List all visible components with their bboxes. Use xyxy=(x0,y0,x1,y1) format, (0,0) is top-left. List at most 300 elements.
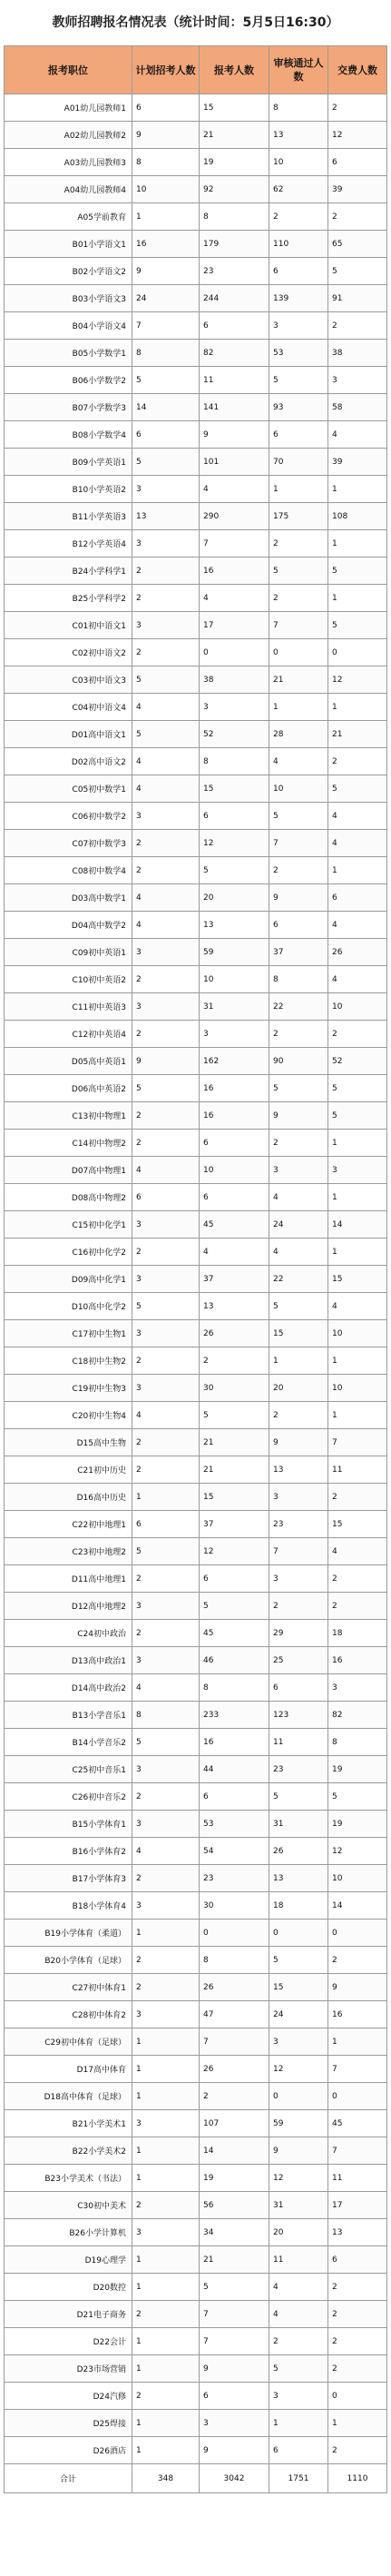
cell-paid: 7 xyxy=(328,2056,387,2083)
cell-applicants: 21 xyxy=(200,1456,269,1484)
cell-approved: 6 xyxy=(269,1674,328,1702)
cell-position: C16初中化学2 xyxy=(5,1239,132,1266)
cell-approved: 3 xyxy=(269,312,328,340)
header-approved: 审核通过人数 xyxy=(269,46,328,94)
cell-paid: 2 xyxy=(328,2328,387,2355)
table-row xyxy=(5,1484,387,1511)
total-planned: 348 xyxy=(132,2464,200,2493)
cell-paid: 91 xyxy=(328,285,387,312)
cell-position: B21小学美术1 xyxy=(5,2110,132,2137)
cell-paid: 65 xyxy=(328,231,387,258)
cell-position: C17初中生物1 xyxy=(5,1320,132,1347)
cell-applicants: 16 xyxy=(200,1075,269,1102)
cell-approved: 53 xyxy=(269,340,328,367)
table-row xyxy=(5,1674,387,1702)
cell-planned: 1 xyxy=(132,2355,200,2383)
cell-applicants: 4 xyxy=(200,585,269,612)
cell-position: B08小学数学4 xyxy=(5,421,132,449)
cell-position: C07初中数学3 xyxy=(5,830,132,857)
cell-applicants: 15 xyxy=(200,1484,269,1511)
table-row xyxy=(5,1947,387,1974)
table-row xyxy=(5,1184,387,1211)
cell-paid: 2 xyxy=(328,748,387,775)
header-applicants: 报考人数 xyxy=(200,46,269,94)
cell-paid: 3 xyxy=(328,1674,387,1702)
table-row xyxy=(5,558,387,585)
cell-paid: 3 xyxy=(328,367,387,394)
cell-approved: 9 xyxy=(269,1102,328,1130)
cell-planned: 1 xyxy=(132,2056,200,2083)
cell-approved: 5 xyxy=(269,1293,328,1320)
cell-applicants: 233 xyxy=(200,1702,269,1729)
cell-position: B09小学英语1 xyxy=(5,449,132,476)
cell-paid: 17 xyxy=(328,2192,387,2219)
cell-position: B15小学体育1 xyxy=(5,1811,132,1838)
cell-position: D15高中生物 xyxy=(5,1429,132,1456)
cell-paid: 10 xyxy=(328,1320,387,1347)
cell-paid: 6 xyxy=(328,884,387,912)
cell-applicants: 54 xyxy=(200,1838,269,1865)
cell-planned: 4 xyxy=(132,1402,200,1429)
cell-planned: 2 xyxy=(132,639,200,666)
table-row xyxy=(5,94,387,122)
cell-applicants: 15 xyxy=(200,775,269,803)
cell-applicants: 3 xyxy=(200,2410,269,2437)
cell-planned: 9 xyxy=(132,258,200,285)
cell-applicants: 30 xyxy=(200,1892,269,1920)
cell-applicants: 5 xyxy=(200,1402,269,1429)
cell-paid: 39 xyxy=(328,176,387,203)
cell-position: D04高中数学2 xyxy=(5,912,132,939)
cell-position: A05学前教育 xyxy=(5,203,132,231)
cell-applicants: 14 xyxy=(200,2137,269,2165)
cell-planned: 2 xyxy=(132,1102,200,1130)
cell-planned: 9 xyxy=(132,1048,200,1075)
cell-applicants: 0 xyxy=(200,1920,269,1947)
cell-planned: 2 xyxy=(132,1347,200,1375)
table-row xyxy=(5,2028,387,2056)
cell-paid: 21 xyxy=(328,721,387,748)
cell-position: C12初中英语4 xyxy=(5,1021,132,1048)
table-row xyxy=(5,367,387,394)
cell-paid: 45 xyxy=(328,2110,387,2137)
table-row xyxy=(5,1593,387,1620)
cell-approved: 15 xyxy=(269,1320,328,1347)
cell-applicants: 9 xyxy=(200,2437,269,2464)
cell-applicants: 16 xyxy=(200,558,269,585)
cell-planned: 5 xyxy=(132,1538,200,1565)
cell-applicants: 7 xyxy=(200,2028,269,2056)
cell-applicants: 15 xyxy=(200,94,269,122)
cell-applicants: 6 xyxy=(200,1130,269,1157)
cell-planned: 3 xyxy=(132,2219,200,2246)
cell-position: C18初中生物2 xyxy=(5,1347,132,1375)
cell-approved: 1 xyxy=(269,476,328,503)
total-row xyxy=(5,2464,387,2493)
cell-paid: 39 xyxy=(328,449,387,476)
cell-position: B22小学美术2 xyxy=(5,2137,132,2165)
cell-planned: 5 xyxy=(132,449,200,476)
cell-planned: 3 xyxy=(132,1811,200,1838)
cell-paid: 7 xyxy=(328,2137,387,2165)
cell-paid: 9 xyxy=(328,1974,387,2001)
cell-planned: 1 xyxy=(132,2028,200,2056)
cell-planned: 3 xyxy=(132,612,200,639)
cell-planned: 3 xyxy=(132,1892,200,1920)
cell-position: D11高中地理1 xyxy=(5,1565,132,1593)
total-applicants: 3042 xyxy=(200,2464,269,2493)
cell-planned: 1 xyxy=(132,2246,200,2274)
table-row xyxy=(5,503,387,530)
cell-approved: 31 xyxy=(269,2192,328,2219)
cell-planned: 1 xyxy=(132,2437,200,2464)
cell-position: C15初中化学1 xyxy=(5,1211,132,1239)
cell-planned: 5 xyxy=(132,1075,200,1102)
page-title: 教师招聘报名情况表（统计时间：5月5日16:30） xyxy=(52,15,339,30)
cell-position: B01小学语文1 xyxy=(5,231,132,258)
cell-paid: 0 xyxy=(328,2383,387,2410)
cell-approved: 11 xyxy=(269,2246,328,2274)
table-row xyxy=(5,258,387,285)
cell-applicants: 2 xyxy=(200,2083,269,2110)
cell-paid: 19 xyxy=(328,1811,387,1838)
cell-position: D06高中英语2 xyxy=(5,1075,132,1102)
table-row xyxy=(5,1375,387,1402)
table-row xyxy=(5,912,387,939)
cell-paid: 4 xyxy=(328,830,387,857)
cell-planned: 5 xyxy=(132,666,200,694)
cell-planned: 1 xyxy=(132,2328,200,2355)
cell-planned: 2 xyxy=(132,1947,200,1974)
cell-planned: 2 xyxy=(132,1620,200,1647)
cell-paid: 2 xyxy=(328,2274,387,2301)
table-row xyxy=(5,312,387,340)
cell-applicants: 3 xyxy=(200,694,269,721)
cell-planned: 3 xyxy=(132,476,200,503)
table-row xyxy=(5,2056,387,2083)
cell-planned: 6 xyxy=(132,1184,200,1211)
cell-position: D12高中地理2 xyxy=(5,1593,132,1620)
cell-paid: 1 xyxy=(328,694,387,721)
cell-planned: 3 xyxy=(132,1375,200,1402)
cell-planned: 9 xyxy=(132,122,200,149)
cell-planned: 2 xyxy=(132,1565,200,1593)
cell-approved: 12 xyxy=(269,2056,328,2083)
cell-position: A02幼儿园教师2 xyxy=(5,122,132,149)
cell-position: D26酒店 xyxy=(5,2437,132,2464)
cell-planned: 2 xyxy=(132,1239,200,1266)
cell-approved: 6 xyxy=(269,258,328,285)
cell-planned: 3 xyxy=(132,1593,200,1620)
cell-approved: 10 xyxy=(269,775,328,803)
cell-applicants: 16 xyxy=(200,1102,269,1130)
cell-paid: 1 xyxy=(328,1347,387,1375)
cell-position: B24小学科学1 xyxy=(5,558,132,585)
registration-table xyxy=(4,45,387,2493)
cell-position: B04小学语文4 xyxy=(5,312,132,340)
cell-applicants: 26 xyxy=(200,1974,269,2001)
cell-paid: 1 xyxy=(328,1239,387,1266)
table-row xyxy=(5,2137,387,2165)
table-row xyxy=(5,2165,387,2192)
header-planned: 计划招考人数 xyxy=(132,46,200,94)
table-row xyxy=(5,1620,387,1647)
table-row xyxy=(5,2083,387,2110)
cell-position: B12小学英语4 xyxy=(5,530,132,558)
cell-approved: 23 xyxy=(269,1511,328,1538)
cell-paid: 4 xyxy=(328,1538,387,1565)
cell-paid: 52 xyxy=(328,1048,387,1075)
cell-applicants: 13 xyxy=(200,912,269,939)
cell-applicants: 179 xyxy=(200,231,269,258)
table-row xyxy=(5,1130,387,1157)
cell-approved: 0 xyxy=(269,639,328,666)
cell-approved: 13 xyxy=(269,1865,328,1892)
cell-paid: 12 xyxy=(328,122,387,149)
cell-paid: 3 xyxy=(328,1157,387,1184)
cell-planned: 7 xyxy=(132,312,200,340)
cell-position: B23小学美术（书法） xyxy=(5,2165,132,2192)
cell-paid: 13 xyxy=(328,2219,387,2246)
cell-applicants: 30 xyxy=(200,1375,269,1402)
cell-paid: 5 xyxy=(328,558,387,585)
table-row xyxy=(5,2001,387,2028)
table-row xyxy=(5,748,387,775)
table-row xyxy=(5,449,387,476)
cell-position: B20小学体育（足球） xyxy=(5,1947,132,1974)
header-position: 报考职位 xyxy=(5,46,132,94)
header-row xyxy=(5,46,387,94)
total-approved: 1751 xyxy=(269,2464,328,2493)
cell-position: D08高中物理2 xyxy=(5,1184,132,1211)
cell-approved: 11 xyxy=(269,1729,328,1756)
cell-position: B13小学音乐1 xyxy=(5,1702,132,1729)
table-row xyxy=(5,1266,387,1293)
cell-paid: 5 xyxy=(328,1102,387,1130)
cell-applicants: 21 xyxy=(200,2246,269,2274)
cell-position: C01初中语文1 xyxy=(5,612,132,639)
table-row xyxy=(5,1021,387,1048)
cell-position: D13高中政治1 xyxy=(5,1647,132,1674)
cell-approved: 22 xyxy=(269,1266,328,1293)
cell-applicants: 31 xyxy=(200,993,269,1021)
cell-position: C08初中数学4 xyxy=(5,857,132,884)
table-row xyxy=(5,2219,387,2246)
cell-planned: 2 xyxy=(132,1783,200,1811)
cell-planned: 4 xyxy=(132,1838,200,1865)
table-row xyxy=(5,203,387,231)
cell-position: B05小学数学1 xyxy=(5,340,132,367)
cell-paid: 12 xyxy=(328,666,387,694)
cell-planned: 1 xyxy=(132,1484,200,1511)
cell-paid: 1 xyxy=(328,1130,387,1157)
cell-paid: 5 xyxy=(328,775,387,803)
cell-paid: 2 xyxy=(328,1021,387,1048)
cell-planned: 2 xyxy=(132,1865,200,1892)
cell-paid: 12 xyxy=(328,1838,387,1865)
cell-applicants: 5 xyxy=(200,1593,269,1620)
cell-planned: 3 xyxy=(132,530,200,558)
cell-applicants: 47 xyxy=(200,2001,269,2028)
cell-planned: 6 xyxy=(132,94,200,122)
cell-applicants: 56 xyxy=(200,2192,269,2219)
cell-planned: 3 xyxy=(132,2110,200,2137)
cell-paid: 15 xyxy=(328,1511,387,1538)
table-row xyxy=(5,2274,387,2301)
cell-paid: 2 xyxy=(328,94,387,122)
cell-applicants: 21 xyxy=(200,122,269,149)
table-row xyxy=(5,830,387,857)
cell-position: D03高中数学1 xyxy=(5,884,132,912)
cell-planned: 3 xyxy=(132,1320,200,1347)
cell-planned: 3 xyxy=(132,1756,200,1783)
cell-approved: 139 xyxy=(269,285,328,312)
cell-approved: 28 xyxy=(269,721,328,748)
cell-applicants: 162 xyxy=(200,1048,269,1075)
cell-planned: 2 xyxy=(132,1429,200,1456)
cell-paid: 18 xyxy=(328,1620,387,1647)
cell-approved: 7 xyxy=(269,830,328,857)
table-row xyxy=(5,2383,387,2410)
cell-position: C27初中体育1 xyxy=(5,1974,132,2001)
cell-applicants: 7 xyxy=(200,2328,269,2355)
cell-applicants: 7 xyxy=(200,530,269,558)
cell-applicants: 3 xyxy=(200,1021,269,1048)
cell-paid: 14 xyxy=(328,1211,387,1239)
cell-approved: 3 xyxy=(269,2383,328,2410)
table-row xyxy=(5,476,387,503)
cell-approved: 2 xyxy=(269,1402,328,1429)
cell-applicants: 8 xyxy=(200,748,269,775)
cell-approved: 2 xyxy=(269,1130,328,1157)
cell-planned: 1 xyxy=(132,2274,200,2301)
table-row xyxy=(5,1102,387,1130)
cell-applicants: 7 xyxy=(200,2301,269,2328)
cell-position: B11小学英语3 xyxy=(5,503,132,530)
cell-approved: 90 xyxy=(269,1048,328,1075)
cell-position: B18小学体育4 xyxy=(5,1892,132,1920)
table-row xyxy=(5,2328,387,2355)
cell-position: B07小学数学3 xyxy=(5,394,132,421)
cell-approved: 9 xyxy=(269,1429,328,1456)
cell-applicants: 53 xyxy=(200,1811,269,1838)
header-paid: 交费人数 xyxy=(328,46,387,94)
cell-position: C30初中美术 xyxy=(5,2192,132,2219)
cell-position: C14初中物理2 xyxy=(5,1130,132,1157)
cell-applicants: 9 xyxy=(200,421,269,449)
cell-approved: 24 xyxy=(269,2001,328,2028)
cell-paid: 2 xyxy=(328,2437,387,2464)
cell-planned: 2 xyxy=(132,830,200,857)
cell-paid: 4 xyxy=(328,803,387,830)
cell-approved: 5 xyxy=(269,1075,328,1102)
cell-approved: 9 xyxy=(269,2137,328,2165)
cell-approved: 13 xyxy=(269,122,328,149)
cell-applicants: 44 xyxy=(200,1756,269,1783)
table-row xyxy=(5,1865,387,1892)
cell-approved: 5 xyxy=(269,1783,328,1811)
cell-paid: 38 xyxy=(328,340,387,367)
cell-approved: 6 xyxy=(269,912,328,939)
cell-applicants: 6 xyxy=(200,803,269,830)
table-row xyxy=(5,1702,387,1729)
cell-position: B06小学数学2 xyxy=(5,367,132,394)
cell-planned: 2 xyxy=(132,1130,200,1157)
table-row xyxy=(5,2301,387,2328)
cell-applicants: 107 xyxy=(200,2110,269,2137)
table-row xyxy=(5,1320,387,1347)
cell-applicants: 34 xyxy=(200,2219,269,2246)
cell-planned: 1 xyxy=(132,2165,200,2192)
cell-applicants: 244 xyxy=(200,285,269,312)
cell-approved: 1 xyxy=(269,1347,328,1375)
cell-planned: 2 xyxy=(132,2301,200,2328)
table-row xyxy=(5,857,387,884)
cell-approved: 2 xyxy=(269,2328,328,2355)
cell-planned: 2 xyxy=(132,1021,200,1048)
cell-position: D17高中体育 xyxy=(5,2056,132,2083)
cell-position: D18高中体育（足球） xyxy=(5,2083,132,2110)
cell-approved: 4 xyxy=(269,1239,328,1266)
cell-approved: 26 xyxy=(269,1838,328,1865)
table-row xyxy=(5,530,387,558)
table-row xyxy=(5,122,387,149)
cell-position: C21初中历史 xyxy=(5,1456,132,1484)
cell-applicants: 37 xyxy=(200,1511,269,1538)
cell-position: D09高中化学1 xyxy=(5,1266,132,1293)
cell-paid: 5 xyxy=(328,258,387,285)
cell-planned: 4 xyxy=(132,884,200,912)
cell-planned: 1 xyxy=(132,1920,200,1947)
cell-paid: 0 xyxy=(328,2083,387,2110)
cell-applicants: 6 xyxy=(200,1783,269,1811)
cell-planned: 4 xyxy=(132,775,200,803)
table-row xyxy=(5,2355,387,2383)
cell-position: C23初中地理2 xyxy=(5,1538,132,1565)
table-row xyxy=(5,803,387,830)
cell-paid: 1 xyxy=(328,585,387,612)
cell-applicants: 11 xyxy=(200,367,269,394)
cell-planned: 4 xyxy=(132,912,200,939)
table-row xyxy=(5,1239,387,1266)
table-row xyxy=(5,1048,387,1075)
cell-approved: 175 xyxy=(269,503,328,530)
cell-planned: 4 xyxy=(132,694,200,721)
cell-paid: 8 xyxy=(328,1729,387,1756)
cell-applicants: 9 xyxy=(200,2355,269,2383)
cell-paid: 1 xyxy=(328,2410,387,2437)
table-row xyxy=(5,1429,387,1456)
cell-approved: 5 xyxy=(269,367,328,394)
cell-position: D07高中物理1 xyxy=(5,1157,132,1184)
cell-position: B26小学计算机 xyxy=(5,2219,132,2246)
cell-paid: 2 xyxy=(328,1484,387,1511)
table-row xyxy=(5,775,387,803)
cell-applicants: 19 xyxy=(200,2165,269,2192)
table-row xyxy=(5,285,387,312)
cell-position: C11初中英语3 xyxy=(5,993,132,1021)
cell-applicants: 52 xyxy=(200,721,269,748)
cell-planned: 2 xyxy=(132,1456,200,1484)
table-row xyxy=(5,2192,387,2219)
table-row xyxy=(5,1565,387,1593)
table-row xyxy=(5,666,387,694)
cell-position: B14小学音乐2 xyxy=(5,1729,132,1756)
cell-applicants: 5 xyxy=(200,2274,269,2301)
cell-planned: 4 xyxy=(132,1674,200,1702)
cell-applicants: 19 xyxy=(200,149,269,176)
cell-approved: 6 xyxy=(269,421,328,449)
